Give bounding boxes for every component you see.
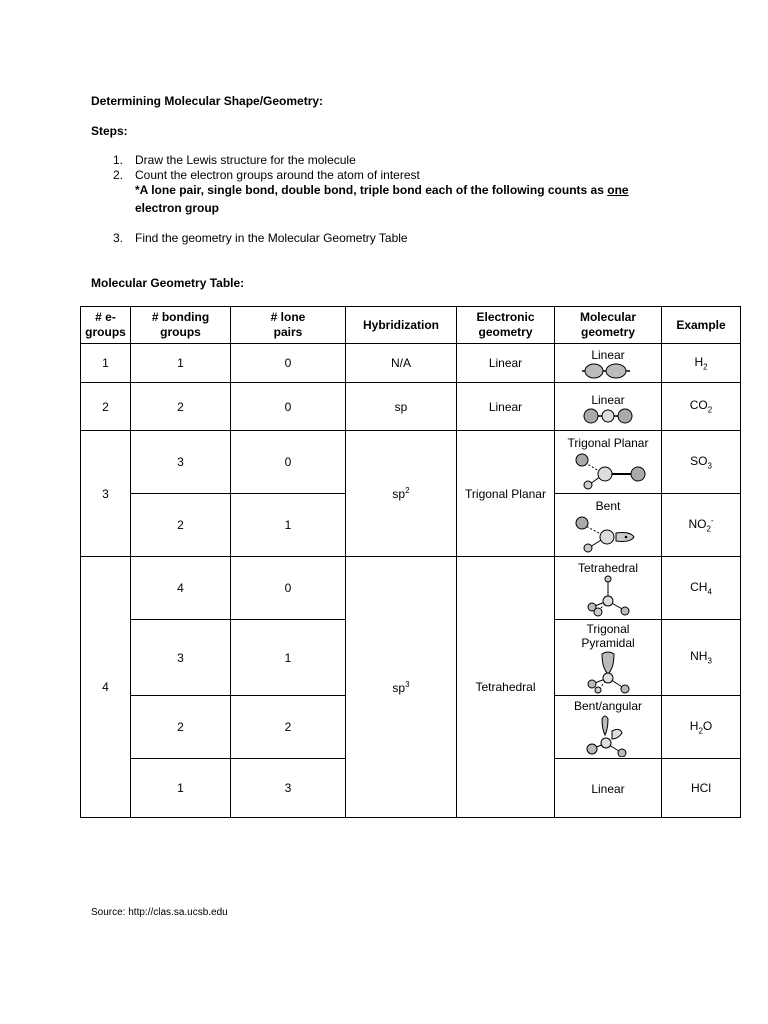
electronic-geometry-cell: Trigonal Planar bbox=[457, 431, 555, 557]
molecular-geometry-label: Trigonal Pyramidal bbox=[581, 622, 635, 650]
example-cell: $H_2$ bbox=[662, 344, 741, 383]
note-text: *A lone pair, single bond, double bond, triple bond each of the following counts as bbox=[135, 183, 608, 197]
steps-label: Steps: bbox=[91, 124, 128, 138]
molecular-geometry-label: Tetrahedral bbox=[577, 560, 639, 575]
lone-pairs-cell: 1 bbox=[231, 620, 346, 696]
table-row bbox=[81, 344, 741, 383]
molecular-geometry-cell bbox=[555, 696, 662, 759]
tetrahedral-molecule-icon bbox=[578, 575, 638, 617]
hybridization-cell: $sp^3$ bbox=[346, 557, 457, 818]
example-cell: $SO_3$ bbox=[662, 431, 741, 494]
step-text: Find the geometry in the Molecular Geometry Table bbox=[135, 231, 408, 245]
hybridization-cell: N/A bbox=[346, 344, 457, 383]
hybridization-cell: sp bbox=[346, 383, 457, 431]
bonding-groups-cell: 3 bbox=[131, 431, 231, 494]
e-groups-cell: 1 bbox=[81, 344, 131, 383]
example-cell: HCl bbox=[662, 759, 741, 818]
example-cell: $H_2O$ bbox=[662, 696, 741, 759]
molecular-geometry-label: Trigonal Planar bbox=[567, 435, 649, 450]
lone-pairs-cell: 1 bbox=[231, 494, 346, 557]
electronic-geometry-cell: Linear bbox=[457, 344, 555, 383]
trigonal-pyramidal-molecule-icon bbox=[578, 650, 638, 694]
bonding-groups-cell: 2 bbox=[131, 494, 231, 557]
linear-triatomic-molecule-icon bbox=[580, 407, 636, 425]
step-text: Draw the Lewis structure for the molecule bbox=[135, 153, 356, 167]
molecular-geometry-cell bbox=[555, 759, 662, 818]
molecular-geometry-cell bbox=[555, 494, 662, 557]
example-cell: $CH_4$ bbox=[662, 557, 741, 620]
lone-pairs-cell: 0 bbox=[231, 431, 346, 494]
e-groups-cell: 2 bbox=[81, 383, 131, 431]
header-electronic-geometry: Electronic geometry bbox=[457, 307, 555, 344]
lone-pairs-cell: 3 bbox=[231, 759, 346, 818]
hybridization-cell: $sp^2$ bbox=[346, 431, 457, 557]
bent-molecule-icon bbox=[568, 513, 648, 553]
header-bonding-groups: # bonding groups bbox=[131, 307, 231, 344]
table-header-row bbox=[81, 307, 741, 344]
bonding-groups-cell: 1 bbox=[131, 759, 231, 818]
step-text: Count the electron groups around the atom of interest bbox=[135, 168, 420, 182]
molecular-geometry-cell bbox=[555, 383, 662, 431]
header-e-groups: # e- groups bbox=[81, 307, 131, 344]
molecular-geometry-cell bbox=[555, 557, 662, 620]
note-emphasis: one bbox=[607, 183, 629, 197]
molecular-geometry-cell bbox=[555, 344, 662, 383]
table-row bbox=[81, 557, 741, 620]
lone-pairs-cell: 0 bbox=[231, 383, 346, 431]
table-row bbox=[81, 431, 741, 494]
header-molecular-geometry: Molecular geometry bbox=[555, 307, 662, 344]
header-example: Example bbox=[662, 307, 741, 344]
page-title: Determining Molecular Shape/Geometry: bbox=[91, 94, 324, 108]
molecular-geometry-label: Linear bbox=[591, 781, 625, 796]
bonding-groups-cell: 2 bbox=[131, 383, 231, 431]
molecular-geometry-cell bbox=[555, 620, 662, 696]
header-lone-pairs: # lone pairs bbox=[231, 307, 346, 344]
source-citation: Source: http://clas.sa.ucsb.edu bbox=[91, 907, 228, 918]
step-2 bbox=[113, 168, 420, 182]
bent-angular-molecule-icon bbox=[578, 713, 638, 757]
electronic-geometry-cell: Linear bbox=[457, 383, 555, 431]
bonding-groups-cell: 1 bbox=[131, 344, 231, 383]
example-cell: $CO_2$ bbox=[662, 383, 741, 431]
e-groups-cell: 3 bbox=[81, 431, 131, 557]
lone-pairs-cell: 2 bbox=[231, 696, 346, 759]
header-hybridization: Hybridization bbox=[346, 307, 457, 344]
note-line-2: electron group bbox=[135, 201, 220, 215]
step-number: 1. bbox=[113, 153, 124, 167]
step-3 bbox=[113, 231, 408, 245]
e-groups-cell: 4 bbox=[81, 557, 131, 818]
electron-group-note bbox=[135, 183, 629, 197]
bonding-groups-cell: 4 bbox=[131, 557, 231, 620]
bonding-groups-cell: 2 bbox=[131, 696, 231, 759]
step-number: 2. bbox=[113, 168, 124, 182]
linear-molecule-icon bbox=[580, 362, 636, 380]
molecular-geometry-label: Linear bbox=[591, 347, 625, 362]
table-title: Molecular Geometry Table: bbox=[91, 276, 245, 290]
example-cell: $NO_2^-$ bbox=[662, 494, 741, 557]
molecular-geometry-cell bbox=[555, 431, 662, 494]
step-number: 3. bbox=[113, 231, 124, 245]
molecular-geometry-label: Linear bbox=[591, 392, 625, 407]
example-cell: $NH_3$ bbox=[662, 620, 741, 696]
molecular-geometry-table bbox=[80, 306, 741, 818]
trigonal-planar-molecule-icon bbox=[568, 450, 648, 490]
molecular-geometry-label: Bent/angular bbox=[573, 698, 643, 713]
electronic-geometry-cell: Tetrahedral bbox=[457, 557, 555, 818]
lone-pairs-cell: 0 bbox=[231, 557, 346, 620]
step-1 bbox=[113, 153, 356, 167]
bonding-groups-cell: 3 bbox=[131, 620, 231, 696]
lone-pairs-cell: 0 bbox=[231, 344, 346, 383]
table-row bbox=[81, 383, 741, 431]
molecular-geometry-label: Bent bbox=[595, 498, 621, 513]
